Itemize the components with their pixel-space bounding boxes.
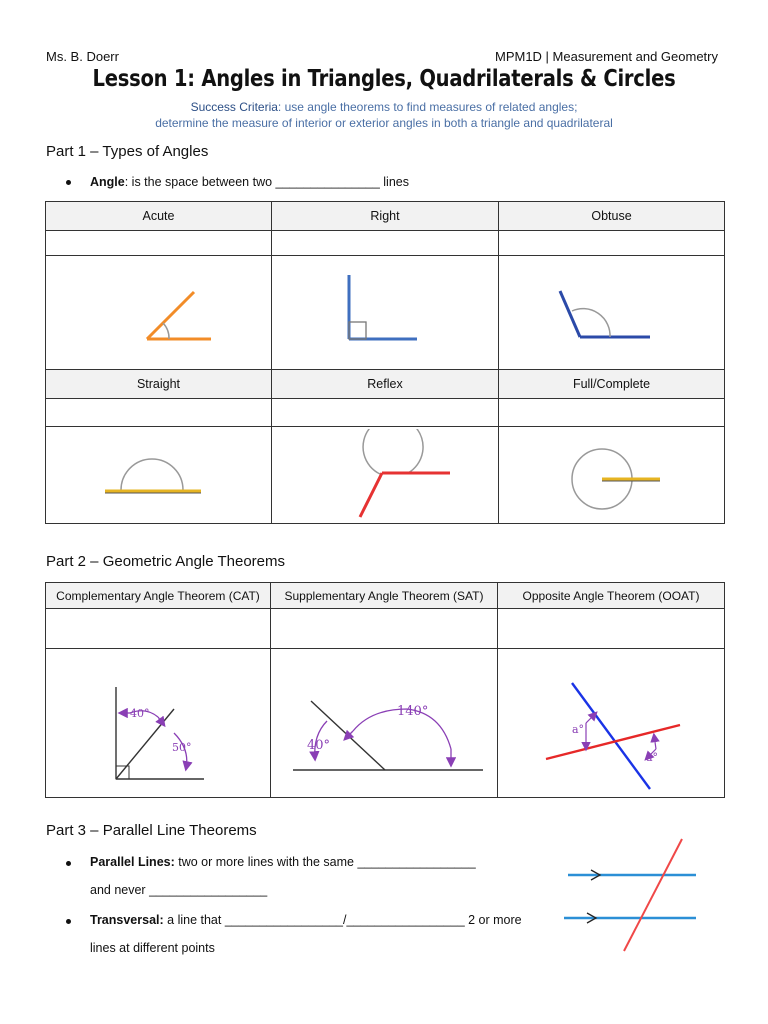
transversal-text: a line that _________________/_________________ 2 or more bbox=[163, 913, 522, 927]
theorem-name-cat: Complementary Angle Theorem (CAT) bbox=[46, 583, 271, 609]
acute-angle-icon bbox=[46, 256, 272, 370]
parallel-lines-term: Parallel Lines: bbox=[90, 855, 175, 869]
bullet-dot bbox=[66, 861, 71, 866]
ooat-angle-label-2: a° bbox=[646, 751, 659, 764]
sat-angle-label-2: 40° bbox=[307, 738, 331, 753]
reflex-angle-icon bbox=[272, 427, 499, 524]
answer-cell[interactable] bbox=[46, 231, 272, 256]
straight-angle-icon bbox=[46, 427, 272, 524]
cat-angle-label-2: 50° bbox=[172, 741, 192, 754]
full-angle-icon bbox=[499, 427, 725, 524]
success-criteria-label: Success Criteria bbox=[190, 100, 278, 114]
right-angle-icon bbox=[272, 256, 499, 370]
parallel-lines-definition bbox=[90, 855, 476, 869]
answer-cell[interactable] bbox=[271, 609, 498, 649]
theorem-name-ooat: Opposite Angle Theorem (OOAT) bbox=[498, 583, 725, 609]
parallel-lines-transversal-diagram bbox=[560, 835, 705, 955]
theorems-table bbox=[45, 582, 725, 798]
part1-heading: Part 1 – Types of Angles bbox=[46, 143, 209, 160]
answer-cell[interactable] bbox=[272, 231, 499, 256]
success-criteria-line-2: determine the measure of interior or exterior angles in both a triangle and quadrilateral bbox=[155, 116, 613, 130]
course-name: MPM1D | Measurement and Geometry bbox=[494, 49, 718, 64]
answer-cell[interactable] bbox=[46, 609, 271, 649]
part2-heading: Part 2 – Geometric Angle Theorems bbox=[46, 553, 286, 570]
complementary-angle-diagram bbox=[46, 649, 271, 798]
bullet-dot bbox=[66, 180, 71, 185]
supplementary-angle-diagram bbox=[271, 649, 498, 798]
angle-definition bbox=[90, 175, 409, 189]
success-criteria-text: : use angle theorems to find measures of related angles; bbox=[277, 100, 578, 114]
angle-name-full: Full/Complete bbox=[499, 370, 725, 399]
angle-types-table bbox=[45, 201, 725, 524]
angle-name-acute: Acute bbox=[46, 202, 272, 231]
angle-name-obtuse: Obtuse bbox=[499, 202, 725, 231]
page-title: Lesson 1: Angles in Triangles, Quadrilaterals & Circles bbox=[92, 66, 676, 92]
sat-angle-label-1: 140° bbox=[397, 704, 429, 719]
parallel-lines-text: two or more lines with the same _________________ bbox=[174, 855, 476, 869]
teacher-name: Ms. B. Doerr bbox=[46, 49, 119, 64]
answer-cell[interactable] bbox=[499, 399, 725, 427]
opposite-angle-diagram bbox=[498, 649, 725, 798]
angle-name-reflex: Reflex bbox=[272, 370, 499, 399]
angle-definition-text: : is the space between two _______________ lines bbox=[124, 175, 409, 189]
transversal-continued: lines at different points bbox=[90, 941, 215, 955]
theorem-name-sat: Supplementary Angle Theorem (SAT) bbox=[271, 583, 498, 609]
parallel-lines-continued: and never _________________ bbox=[90, 883, 268, 897]
answer-cell[interactable] bbox=[498, 609, 725, 649]
angle-name-right: Right bbox=[272, 202, 499, 231]
ooat-angle-label-1: a° bbox=[572, 723, 585, 736]
obtuse-angle-icon bbox=[499, 256, 725, 370]
transversal-term: Transversal: bbox=[90, 913, 164, 927]
part3-heading: Part 3 – Parallel Line Theorems bbox=[46, 822, 257, 839]
answer-cell[interactable] bbox=[46, 399, 272, 427]
answer-cell[interactable] bbox=[272, 399, 499, 427]
angle-name-straight: Straight bbox=[46, 370, 272, 399]
success-criteria-line-1 bbox=[0, 100, 768, 114]
answer-cell[interactable] bbox=[499, 231, 725, 256]
angle-term: Angle bbox=[90, 175, 125, 189]
transversal-definition bbox=[90, 913, 522, 927]
bullet-dot bbox=[66, 919, 71, 924]
cat-angle-label-1: 40° bbox=[130, 707, 150, 720]
